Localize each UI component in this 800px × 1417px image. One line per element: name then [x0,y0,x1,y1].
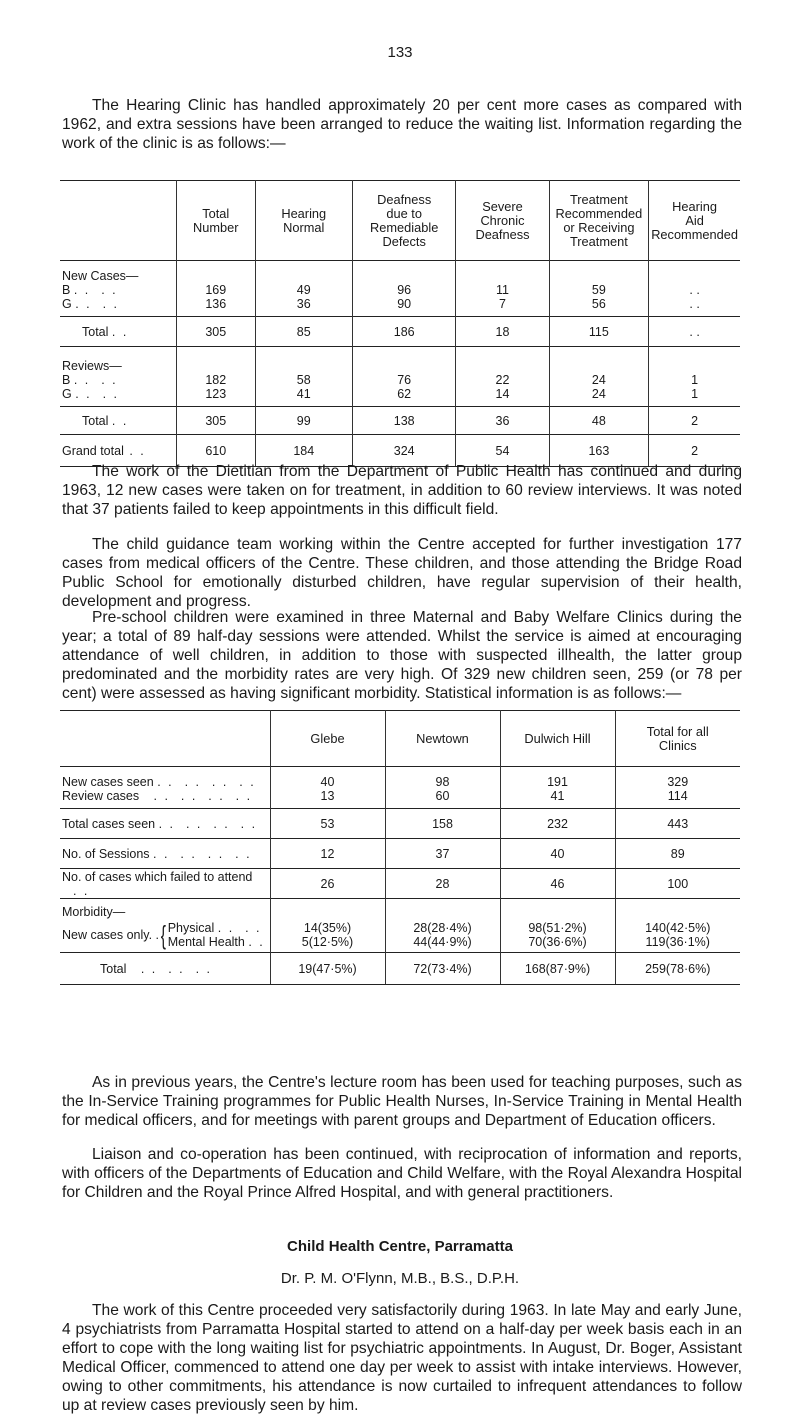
table-row: No. of cases which failed to attend . . 26 28 46 100 [60,869,740,899]
section-person: Dr. P. M. O'Flynn, M.B., B.S., D.P.H. [280,1270,520,1287]
table-row: Total . . 305 99 138 36 48 2 [60,407,740,435]
header-newtown: Newtown [385,711,500,767]
table-header-row [60,711,740,767]
section-heading: Child Health Centre, Parramatta [287,1238,513,1255]
header-total-all-clinics: Total for all Clinics [615,711,740,767]
header-remediable-defects: Deafness due to Remediable Defects [352,181,455,261]
parramatta-paragraph: The work of this Centre proceeded very satisfactorily during 1963. In late May and early June, 4 psychiatrists from Parramatta Hospital started to attend on a half-day per week basis each in an effort to cope with the long waiting list for psychiatric appointments. In August, Dr. Boger, Assistant Medical Officer, commenced to attend one day per week to assist with intake interviews. However, owing to other commitments, his attendance is now curtailed to infrequent attendances to follow up at review cases previously seen by him. [62,1302,742,1414]
table-row: No. of Sessions . . . . . . . . 12 37 40 89 [60,839,740,869]
header-blank [60,181,176,261]
table-header-row [60,181,740,261]
table-row [60,261,740,283]
table-row [60,899,740,919]
lecture-paragraph: As in previous years, the Centre's lecture room has been used for teaching purposes, such as the In-Service Training programmes for Public Health Nurses, In-Service Training in Mental Health for medical officers, and for meetings with parent groups and Department of Education officers. [62,1074,742,1129]
new-cases-label: New Cases— [60,261,176,283]
dietitian-paragraph: The work of the Dietitian from the Department of Public Health has continued and during 1963, 12 new cases were taken on for treatment, in addition to 60 review interviews. It was noted that 37 patients failed to keep appointments in this difficult field. [62,463,742,518]
header-dulwich-hill: Dulwich Hill [500,711,615,767]
table-row: G . . . . 123 41 62 14 24 1 [60,387,740,407]
table-row: G . . . . 136 36 90 7 56 . . [60,297,740,317]
table-row: New cases seen . . . . . . . . 40 98 191 329 [60,767,740,789]
header-blank [60,711,270,767]
header-severe-chronic-deafness: Severe Chronic Deafness [456,181,549,261]
table-row: Total . . . . . . 19(47·5%) 72(73·4%) 168(87·9%) 259(78·6%) [60,953,740,985]
intro-paragraph: The Hearing Clinic has handled approximately 20 per cent more cases as compared with 1962, and extra sessions have been arranged to reduce the waiting list. Information regarding the work of the clinic is as follows:— [62,97,742,152]
header-total-number: Total Number [176,181,255,261]
header-hearing-aid: Hearing Aid Recommended [649,181,740,261]
header-hearing-normal: Hearing Normal [255,181,352,261]
table-row: Grand total . . 610 184 324 54 163 2 [60,435,740,467]
page-number: 133 [387,44,413,61]
child-guidance-paragraph: The child guidance team working within the Centre accepted for further investigation 177 cases from medical officers of the Centre. These children, and those attending the Bridge Road Public School for emotionally disturbed children, have regular supervision of their health, development and progress. [62,536,742,610]
morbidity-label: Morbidity— [60,899,270,919]
clinics-table [60,710,740,985]
table-row: Total . . 305 85 186 18 115 . . [60,317,740,347]
liaison-paragraph: Liaison and co-operation has been continued, with reciprocation of information and reports, with officers of the Departments of Education and Child Welfare, with the Royal Alexandra Hospital for Children and the Royal Prince Alfred Hospital, and with general practitioners. [62,1146,742,1201]
reviews-label: Reviews— [60,347,176,373]
table-row: Total cases seen . . . . . . . . 53 158 232 443 [60,809,740,839]
header-glebe: Glebe [270,711,385,767]
table-row [60,347,740,373]
table-row: B . . . . 169 49 96 11 59 . . [60,283,740,297]
table-row: New cases only. .{ Physical . . . . Mental Health . . 14(35%) 5(12·5%) 28(28·4%) 44(44·9%) 98(51·2%) 70(36·6%) 140(42·5%) 119(36·1%) [60,919,740,953]
table-row: Review cases . . . . . . . . 13 60 41 114 [60,789,740,809]
header-treatment: Treatment Recommended or Receiving Treatment [549,181,649,261]
hearing-clinic-table [60,180,740,467]
preschool-paragraph: Pre-school children were examined in three Maternal and Baby Welfare Clinics during the year; a total of 89 half-day sessions were attended. Whilst the service is aimed at encouraging attendance of well children, in addition to those with suspected illhealth, the latter group predominated and the morbidity rates are very high. Of 329 new children seen, 259 (or 78 per cent) were assessed as having significant morbidity. Statistical information is as follows:— [62,609,742,702]
table-row: B . . . . 182 58 76 22 24 1 [60,373,740,387]
